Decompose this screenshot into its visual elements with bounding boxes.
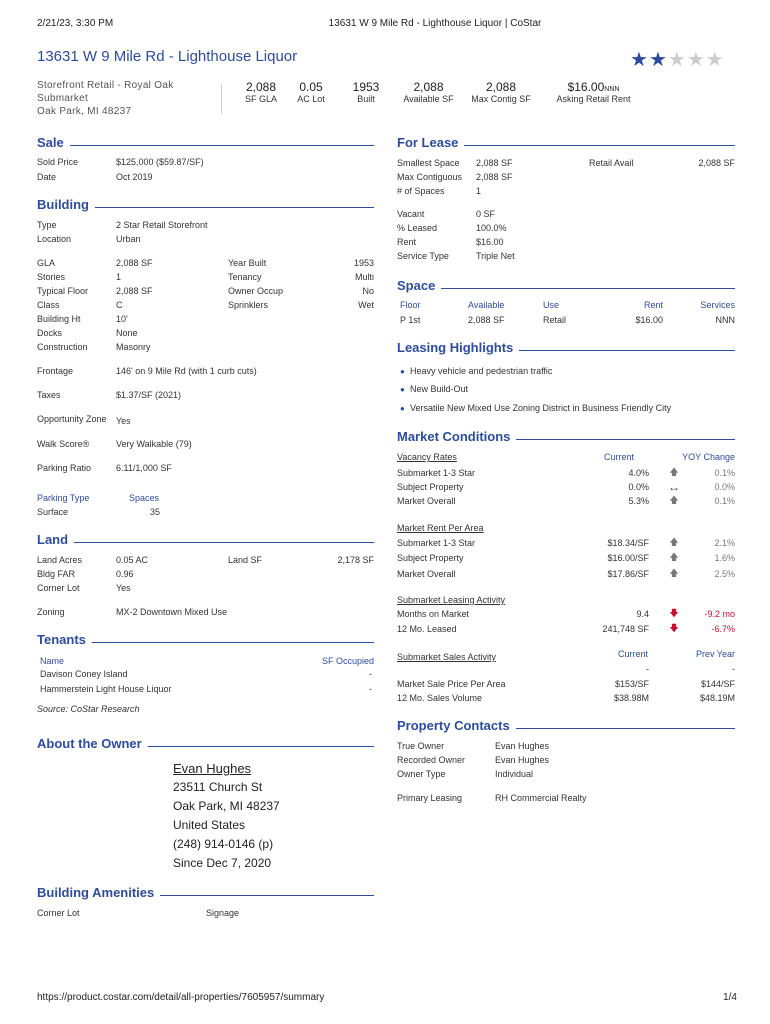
building-row: Stories 1 — [37, 272, 122, 282]
building-right-list — [228, 256, 374, 312]
arrow-up-icon: 🡅 — [669, 495, 679, 505]
amenity-item: Signage — [206, 908, 240, 918]
owner-address: 23511 Church St — [173, 780, 263, 794]
highlight-item: ● Versatile New Mixed Use Zoning District in Business Friendly City — [400, 403, 672, 413]
market-row: Months on Market 9.4 🡇 -9.2 mo — [397, 607, 735, 621]
footer-url: https://product.costar.com/detail/all-properties/7605957/summary — [37, 992, 325, 1003]
building-row: Typical Floor 2,088 SF — [37, 286, 153, 296]
stat: 2,088 Max Contig SF — [471, 80, 531, 104]
arrow-left-right-icon: ↔ — [668, 480, 680, 494]
page-number: 1/4 — [723, 992, 737, 1003]
owner-name[interactable]: Evan Hughes — [173, 761, 252, 776]
highlight-item: ● New Build-Out — [400, 384, 469, 394]
space-table-row: P 1st 2,088 SF Retail $16.00 NNN — [400, 315, 735, 325]
address-block — [37, 79, 174, 118]
lease-list-2 — [397, 207, 515, 263]
star-empty-icon: ★ — [686, 49, 705, 71]
contacts-list — [397, 739, 549, 781]
building-row: Docks None — [37, 328, 138, 338]
taxes-row: Taxes $1.37/SF (2021) — [37, 390, 182, 400]
owner-phone: (248) 914-0146 (p) — [173, 837, 274, 851]
address-line: Oak Park, MI 48237 — [37, 106, 132, 117]
source-note: Source: CoStar Research — [37, 704, 140, 714]
section-leasing-highlights: Leasing Highlights — [397, 340, 735, 355]
tenants-header: Name SF Occupied — [40, 656, 374, 666]
star-empty-icon: ★ — [705, 49, 724, 71]
market-subheading: Submarket Leasing Activity — [397, 595, 506, 605]
star-filled-icon: ★ — [630, 49, 648, 71]
section-space: Space — [397, 278, 735, 293]
lease-row: # of Spaces 1 — [397, 186, 482, 196]
stat: 1953 Built — [352, 80, 380, 104]
lease-row: Max Contiguous 2,088 SF — [397, 172, 513, 182]
parking-row: Surface 35 — [37, 507, 161, 517]
arrow-down-icon: 🡇 — [669, 608, 679, 618]
section-for-lease: For Lease — [397, 135, 735, 150]
building-left-list — [37, 256, 153, 354]
sale-row: Sold Price $125,000 ($59.87/SF) — [37, 157, 204, 167]
building-row: Sprinklers Wet — [228, 300, 374, 310]
star-filled-icon: ★ — [648, 49, 667, 71]
market-header: Submarket Sales Activity Current Prev Year — [397, 649, 735, 662]
stat: $16.00NNN Asking Retail Rent — [556, 80, 631, 104]
contact-row: Recorded Owner Evan Hughes — [397, 755, 550, 765]
section-property-contacts: Property Contacts — [397, 718, 735, 733]
primary-leasing-row: Primary Leasing RH Commercial Realty — [397, 793, 587, 803]
building-row: Year Built 1953 — [228, 258, 374, 268]
lease-row: Vacant 0 SF — [397, 209, 496, 219]
building-row: GLA 2,088 SF — [37, 258, 153, 268]
owner-since: Since Dec 7, 2020 — [173, 856, 272, 870]
lease-list — [397, 156, 513, 198]
building-row: Tenancy Multi — [228, 272, 374, 282]
page-title: 13631 W 9 Mile Rd - Lighthouse Liquor — [37, 48, 298, 65]
arrow-up-icon: 🡅 — [669, 467, 679, 477]
market-row: Subject Property $16.00/SF 🡅 1.6% — [397, 551, 735, 565]
print-title: 13631 W 9 Mile Rd - Lighthouse Liquor | CoStar — [328, 18, 542, 29]
market-row: Market Overall 5.3% 🡅 0.1% — [397, 494, 735, 508]
section-amenities: Building Amenities — [37, 885, 374, 900]
vacancy-rows — [397, 466, 735, 508]
space-table-header: Floor Available Use Rent Services — [400, 300, 735, 310]
building-row: Building Ht 10' — [37, 314, 128, 324]
section-sale: Sale — [37, 135, 374, 150]
rent-rows — [397, 536, 735, 581]
star-rating — [630, 50, 724, 70]
stats-bar — [231, 80, 641, 104]
market-row: Market Sale Price Per Area $153/SF $144/SF — [397, 679, 735, 689]
owner-city: Oak Park, MI 48237 — [173, 799, 280, 813]
leasing-rows — [397, 607, 735, 636]
walk-score-row: Walk Score® Very Walkable (79) — [37, 439, 192, 449]
lease-row: Smallest Space 2,088 SF — [397, 158, 513, 168]
stat: 0.05 AC Lot — [297, 80, 325, 104]
arrow-up-icon: 🡅 — [669, 568, 679, 578]
highlight-item: ● Heavy vehicle and pedestrian traffic — [400, 366, 553, 376]
market-row: Submarket 1-3 Star 4.0% 🡅 0.1% — [397, 466, 735, 480]
parking-ratio-row: Parking Ratio 6.11/1,000 SF — [37, 463, 172, 473]
section-owner: About the Owner — [37, 736, 374, 751]
building-row: Location Urban — [37, 234, 141, 244]
owner-card — [173, 759, 280, 873]
land-row: Bldg FAR 0.96 — [37, 569, 134, 579]
parking-header: Parking Type Spaces — [37, 493, 160, 503]
arrow-down-icon: 🡇 — [669, 623, 679, 633]
opportunity-row: Opportunity Zone Yes — [37, 414, 131, 426]
land-row: Corner Lot Yes — [37, 583, 131, 593]
section-market-conditions: Market Conditions — [397, 429, 735, 444]
building-row: Type 2 Star Retail Storefront — [37, 220, 208, 230]
contact-row: True Owner Evan Hughes — [397, 741, 550, 751]
building-row: Class C — [37, 300, 123, 310]
address-line: Storefront Retail - Royal Oak — [37, 80, 174, 91]
tenant-row: Davison Coney Island - — [40, 669, 372, 679]
retail-avail-row: Retail Avail 2,088 SF — [589, 158, 735, 168]
building-row: Construction Masonry — [37, 342, 151, 352]
arrow-up-icon: 🡅 — [669, 537, 679, 547]
market-row: Market Overall $17.86/SF 🡅 2.5% — [397, 567, 735, 581]
divider — [221, 84, 222, 114]
lease-row: Service Type Triple Net — [397, 251, 515, 261]
land-list — [37, 553, 148, 595]
tenant-row: Hammerstein Light House Liquor - — [40, 684, 372, 694]
building-row: Owner Occup No — [228, 286, 374, 296]
frontage-row: Frontage 146' on 9 Mile Rd (with 1 curb cuts) — [37, 366, 257, 376]
sale-row: Date Oct 2019 — [37, 172, 153, 182]
market-row: - - — [646, 664, 735, 674]
sales-rows — [397, 677, 735, 705]
stat: 2,088 SF GLA — [244, 80, 277, 104]
market-row: 12 Mo. Sales Volume $38.98M $48.19M — [397, 693, 735, 703]
section-land: Land — [37, 532, 374, 547]
market-row: Submarket 1-3 Star $18.34/SF 🡅 2.1% — [397, 536, 735, 550]
section-building: Building — [37, 197, 374, 212]
stat: 2,088 Available SF — [403, 80, 454, 104]
arrow-up-icon: 🡅 — [669, 552, 679, 562]
address-line: Submarket — [37, 93, 89, 104]
owner-country: United States — [173, 818, 246, 832]
star-empty-icon: ★ — [667, 49, 686, 71]
land-row: Land Acres 0.05 AC — [37, 555, 149, 565]
market-row: 12 Mo. Leased 241,748 SF 🡇 -6.7% — [397, 622, 735, 636]
bullet-icon: ● — [400, 366, 405, 376]
lease-row: Rent $16.00 — [397, 237, 504, 247]
market-row: Subject Property 0.0% ↔ 0.0% — [397, 480, 735, 494]
bullet-icon: ● — [400, 384, 405, 394]
section-tenants: Tenants — [37, 632, 374, 647]
amenity-item: Corner Lot — [37, 908, 80, 918]
market-header: Vacancy Rates Current YOY Change — [397, 452, 735, 462]
zoning-row: Zoning MX-2 Downtown Mixed Use — [37, 607, 228, 617]
lease-row: % Leased 100.0% — [397, 223, 507, 233]
market-subheading: Market Rent Per Area — [397, 523, 484, 533]
contact-row: Owner Type Individual — [397, 769, 534, 779]
bullet-icon: ● — [400, 403, 405, 413]
land-sf-row: Land SF 2,178 SF — [228, 555, 374, 565]
print-datetime: 2/21/23, 3:30 PM — [37, 18, 114, 29]
